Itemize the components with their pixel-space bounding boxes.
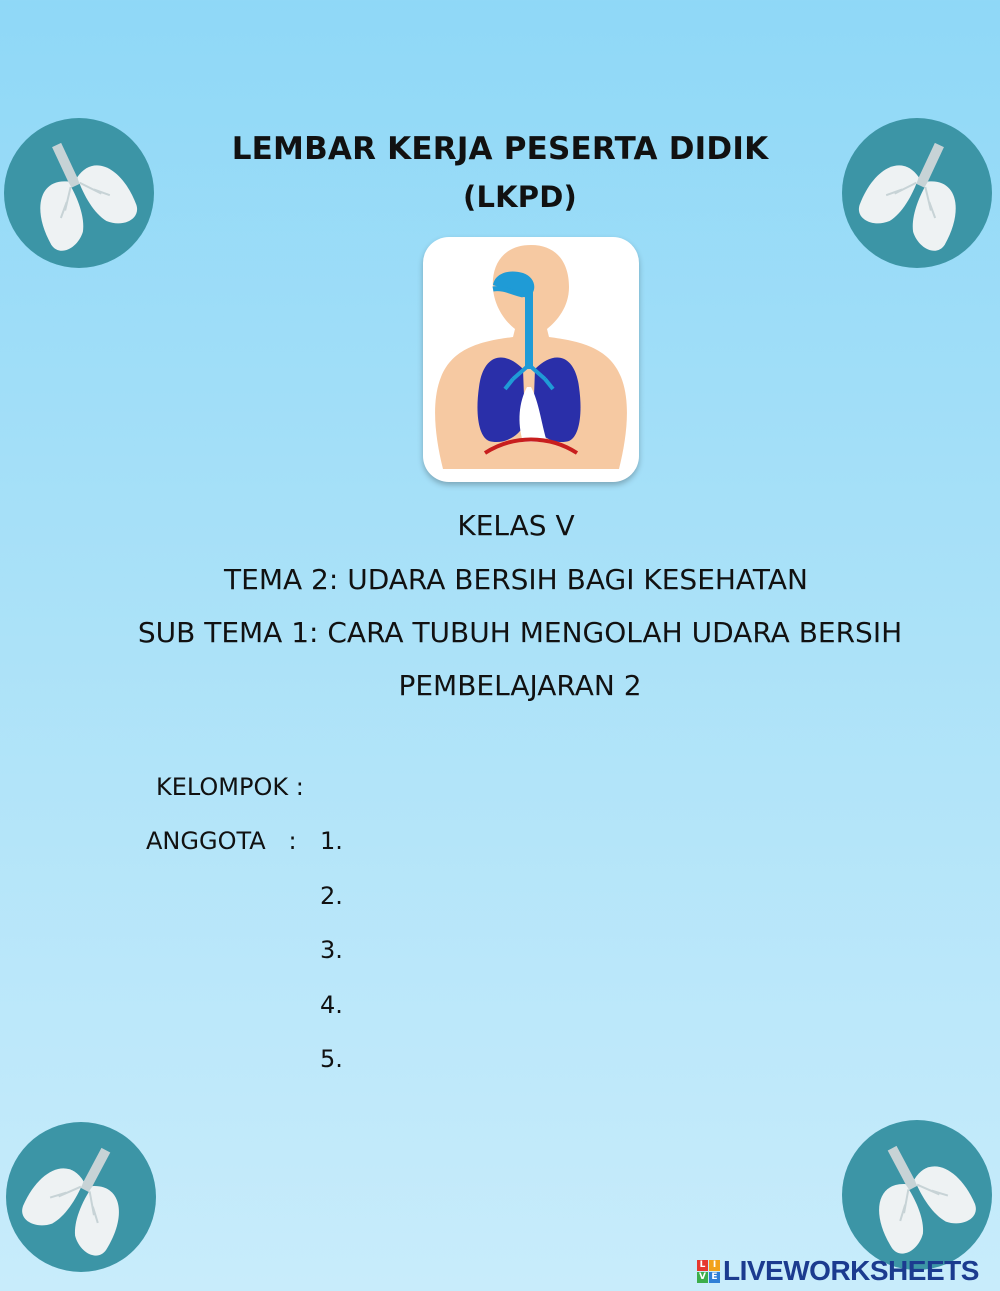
member-number: 3. — [320, 936, 343, 964]
logo-letter: I — [709, 1260, 720, 1271]
lungs-icon — [842, 1120, 992, 1270]
subtheme-label: SUB TEMA 1: CARA TUBUH MENGOLAH UDARA BERSIH — [137, 616, 903, 649]
logo-letter: E — [709, 1272, 720, 1283]
logo-text: LIVEWORKSHEETS — [723, 1255, 979, 1286]
logo-letter: L — [697, 1260, 708, 1271]
members-label: ANGGOTA : — [146, 827, 297, 855]
member-number: 4. — [320, 991, 343, 1019]
logo-letter: V — [697, 1272, 708, 1283]
group-label: KELOMPOK : — [156, 773, 304, 801]
logo-mark-icon — [697, 1260, 720, 1283]
lesson-label: PEMBELAJARAN 2 — [398, 669, 642, 702]
page-title: LEMBAR KERJA PESERTA DIDIK — [231, 131, 769, 167]
member-number: 2. — [320, 882, 343, 910]
class-label: KELAS V — [457, 509, 575, 542]
member-number: 5. — [320, 1045, 343, 1073]
member-number: 1. — [320, 827, 343, 855]
liveworksheets-logo — [697, 1256, 979, 1286]
respiratory-system-icon — [423, 237, 639, 482]
lungs-icon — [6, 1122, 156, 1272]
theme-label: TEMA 2: UDARA BERSIH BAGI KESEHATAN — [224, 563, 808, 596]
page-subtitle: (LKPD) — [463, 180, 577, 214]
